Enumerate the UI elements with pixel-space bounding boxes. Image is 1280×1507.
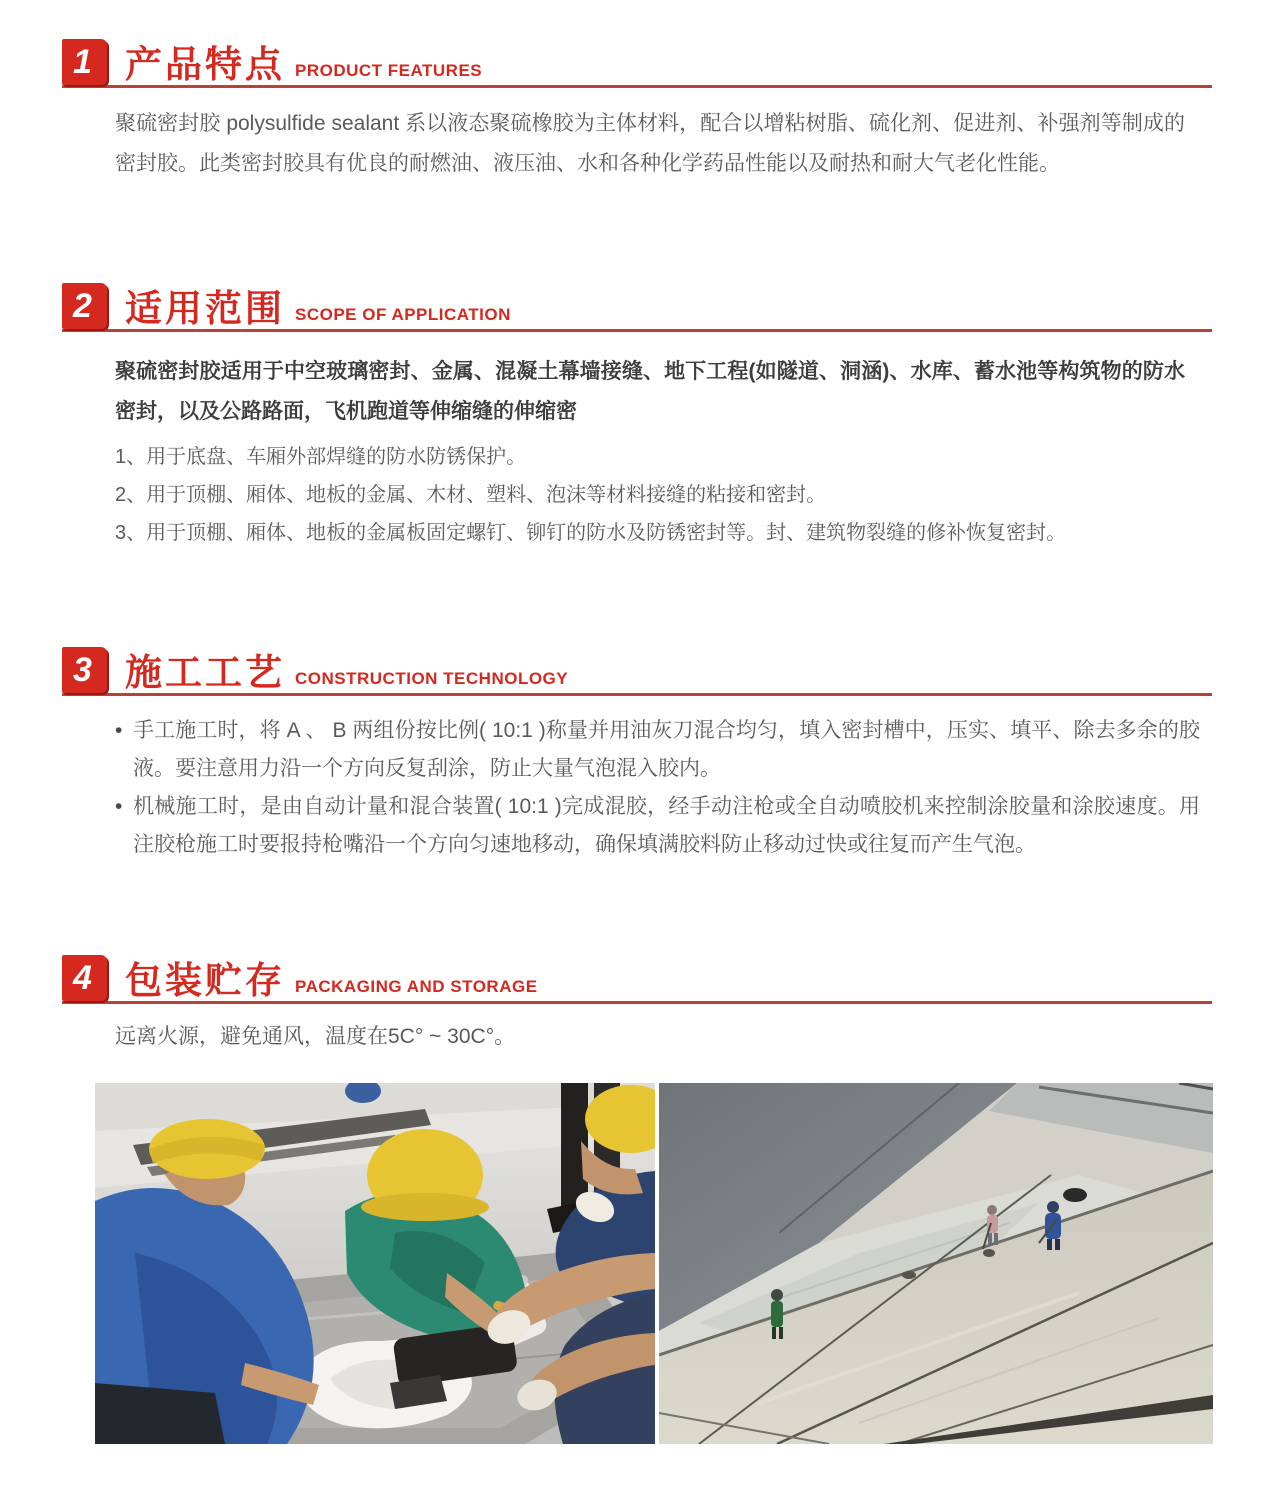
bullet-icon: • xyxy=(115,795,123,818)
section-1-number-badge xyxy=(62,39,107,85)
section-4-title-en: PACKAGING AND STORAGE xyxy=(295,977,538,996)
bullet-icon: • xyxy=(115,719,123,742)
section-4-header xyxy=(62,954,1212,1004)
section-2-lead-paragraph: 聚硫密封胶适用于中空玻璃密封、金属、混凝土幕墙接缝、地下工程(如隧道、洞涵)、水库、蓄水池等构筑物的防水密封，以及公路路面，飞机跑道等伸缩缝的伸缩密 xyxy=(115,360,1185,423)
section-1-number: 1 xyxy=(73,43,92,81)
application-list-item-3: 3、用于顶棚、厢体、地板的金属板固定螺钉、铆钉的防水及防锈密封等。封、建筑物裂缝的修补恢复密封。 xyxy=(115,522,1067,544)
photo-workers-mixing-sealant xyxy=(95,1083,655,1444)
photo-dam-slope-sealing xyxy=(659,1083,1213,1444)
section-4-number: 4 xyxy=(73,959,92,997)
section-4-number-badge xyxy=(62,955,107,1001)
section-1-paragraph: 聚硫密封胶 polysulfide sealant 系以液态聚硫橡胶为主体材料，配合以增粘树脂、硫化剂、促进剂、补强剂等制成的密封胶。此类密封胶具有优良的耐燃油、液压油、水和各种化学药品性能以及耐热和耐大气老化性能。 xyxy=(115,112,1185,175)
section-1-header xyxy=(62,38,1212,88)
section-4-title-zh: 包装贮存 xyxy=(125,960,285,1001)
section-3-number-badge xyxy=(62,647,107,693)
dam-slope-illustration xyxy=(659,1083,1213,1444)
construction-bullet-1-text: 手工施工时，将 A 、 B 两组份按比例( 10:1 )称量并用油灰刀混合均匀，填入密封槽中，压实、填平、除去多余的胶液。要注意用力沿一个方向反复刮涂，防止大量气泡混入胶内。 xyxy=(133,719,1200,780)
section-2-number-badge xyxy=(62,283,107,329)
section-2-header xyxy=(62,282,1212,332)
workers-mixing-sealant-illustration xyxy=(95,1083,655,1444)
section-2-title-en: SCOPE OF APPLICATION xyxy=(295,305,511,324)
section-1-title-en: PRODUCT FEATURES xyxy=(295,61,483,80)
section-3-number: 3 xyxy=(73,651,92,689)
application-list-item-2: 2、用于顶棚、厢体、地板的金属、木材、塑料、泡沫等材料接缝的粘接和密封。 xyxy=(115,484,827,506)
equipment-speck xyxy=(1063,1188,1087,1202)
section-2-number: 2 xyxy=(73,287,92,325)
section-3-title-zh: 施工工艺 xyxy=(125,652,285,693)
application-list-item-1: 1、用于底盘、车厢外部焊缝的防水防锈保护。 xyxy=(115,446,527,468)
photo-row xyxy=(95,1083,1213,1444)
section-packaging-and-storage xyxy=(0,954,1280,1052)
section-1-title-zh: 产品特点 xyxy=(125,44,285,85)
construction-bullet-2-text: 机械施工时，是由自动计量和混合装置( 10:1 )完成混胶，经手动注枪或全自动喷胶机来控制涂胶量和涂胶速度。用注胶枪施工时要报持枪嘴沿一个方向匀速地移动，确保填满胶料防止移动过快或往复而产生气泡。 xyxy=(133,795,1200,856)
section-product-features xyxy=(0,38,1280,184)
construction-bullet-2 xyxy=(115,788,1200,864)
section-2-title-zh: 适用范围 xyxy=(125,288,285,329)
section-3-title-en: CONSTRUCTION TECHNOLOGY xyxy=(295,669,569,688)
construction-bullet-1 xyxy=(115,712,1200,788)
section-scope-of-application xyxy=(0,282,1280,546)
storage-conditions-text: 远离火源，避免通风，温度在5C° ~ 30C°。 xyxy=(115,1025,516,1048)
application-list xyxy=(115,444,1185,546)
section-construction-technology xyxy=(0,646,1280,864)
section-3-header xyxy=(62,646,1212,696)
